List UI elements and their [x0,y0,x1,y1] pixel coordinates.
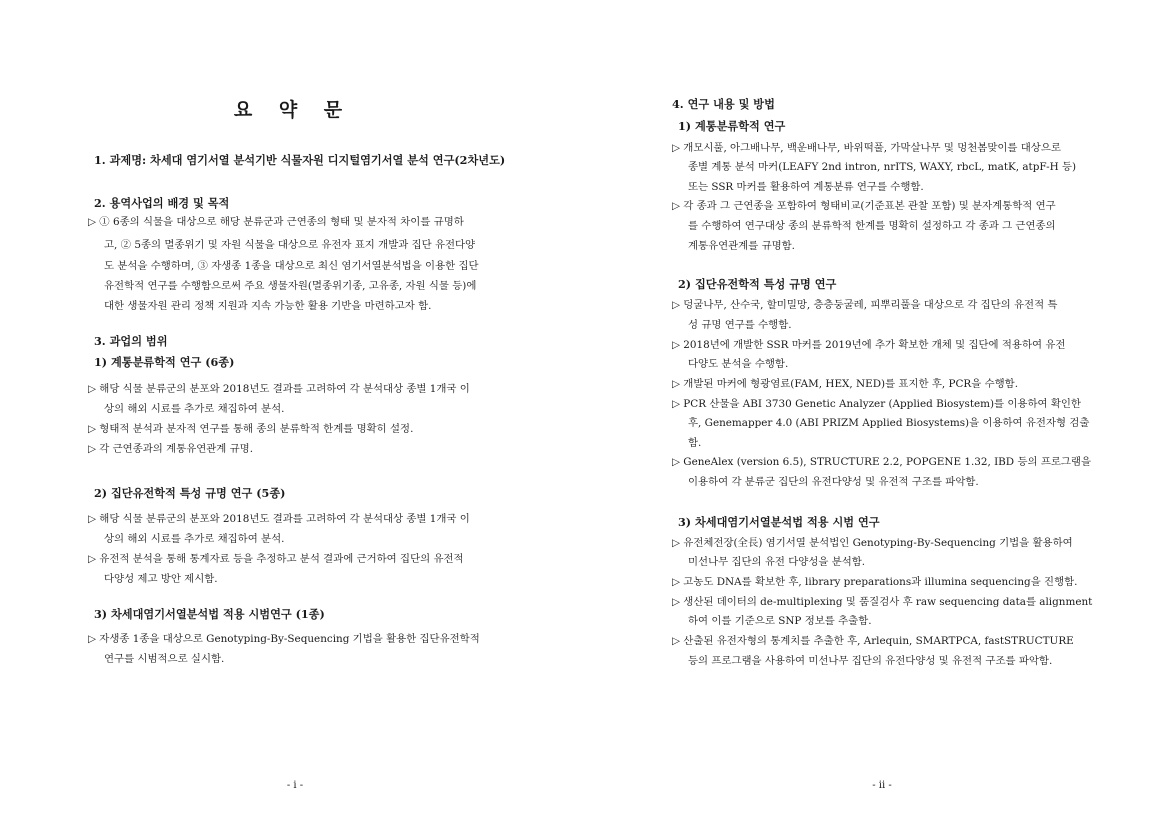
text-line: ▷ 형태적 분석과 분자적 연구를 통해 종의 분류학적 한계를 명확히 설정. [88,423,414,435]
text-line: ▷ 유전체전장(全長) 염기서열 분석법인 Genotyping-By-Sequencing 기법을 활용하여 [672,537,1073,549]
text-line: 연구를 시범적으로 실시함. [104,653,225,665]
text-line: ▷ 해당 식물 분류군의 분포와 2018년도 결과를 고려하여 각 분석대상 종별 1개국 이 [88,383,470,395]
text-line: 유전학적 연구를 수행함으로써 주요 생물자원(멸종위기종, 고유종, 자원 식물 등)에 [104,280,477,292]
subsection-heading: 1) 계통분류학적 연구 [678,119,786,133]
page-number: - i - [286,780,304,791]
text-line: ▷ 개발된 마커에 형광염료(FAM, HEX, NED)를 표지한 후, PCR을 수행함. [672,378,1019,390]
text-line: 미선나무 집단의 유전 다양성을 분석함. [688,556,866,568]
text-line: 함. [688,437,702,449]
text-line: ▷ 각 종과 그 근연종을 포함하여 형태비교(기준표본 관찰 포함) 및 분자계통학적 연구 [672,200,1056,212]
text-line: ▷ 산출된 유전자형의 통계치를 추출한 후, Arlequin, SMARTPCA, fastSTRUCTURE [672,635,1074,647]
text-line: 이용하여 각 분류군 집단의 유전다양성 및 유전적 구조를 파악함. [688,476,979,488]
page-title: 요 약 문 [233,99,353,121]
subsection-heading: 3) 차세대염기서열분석법 적용 시범연구 (1종) [94,607,325,621]
subsection-heading: 3) 차세대염기서열분석법 적용 시범 연구 [678,515,880,529]
section-2-heading: 2. 용역사업의 배경 및 목적 [94,196,230,210]
text-line: ▷ GeneAlex (version 6.5), STRUCTURE 2.2, POPGENE 1.32, IBD 등의 프로그램을 [672,456,1092,468]
text-line: ▷ 각 근연종과의 계통유연관계 규명. [88,443,254,455]
text-line: ▷ 고농도 DNA를 확보한 후, library preparations과 illumina sequencing을 진행함. [672,576,1078,588]
text-line: 다양도 분석을 수행함. [688,358,789,370]
left-page [0,0,586,830]
right-page [586,0,1173,830]
text-line: ▷ 자생종 1종을 대상으로 Genotyping-By-Sequencing 기법을 활용한 집단유전학적 [88,633,480,645]
section-1-heading: 1. 과제명: 차세대 염기서열 분석기반 식물자원 디지털염기서열 분석 연구(2차년도) [94,153,506,167]
text-line: 대한 생물자원 관리 정책 지원과 지속 가능한 활용 기반을 마련하고자 함. [104,300,432,312]
text-line: ▷ 해당 식물 분류군의 분포와 2018년도 결과를 고려하여 각 분석대상 종별 1개국 이 [88,513,470,525]
text-line: 를 수행하여 연구대상 종의 분류학적 한계를 명확히 설정하고 각 종과 그 근연종의 [688,220,1056,232]
section-3-heading: 3. 과업의 범위 [94,334,168,348]
text-line: 도 분석을 수행하며, ③ 자생종 1종을 대상으로 최신 염기서열분석법을 이용한 집단 [104,260,479,272]
section-4-heading: 4. 연구 내용 및 방법 [672,97,775,111]
subsection-heading: 1) 계통분류학적 연구 (6종) [94,355,235,369]
text-line: ▷ ① 6종의 식물을 대상으로 해당 분류군과 근연종의 형태 및 분자적 차이를 규명하 [88,216,464,228]
text-line: 성 규명 연구를 수행함. [688,319,792,331]
page-number: - ii - [872,780,892,791]
text-line: ▷ PCR 산물을 ABI 3730 Genetic Analyzer (Applied Biosystem)를 이용하여 확인한 [672,398,1081,410]
subsection-heading: 2) 집단유전학적 특성 규명 연구 [678,277,837,291]
subsection-heading: 2) 집단유전학적 특성 규명 연구 (5종) [94,486,286,500]
text-line: ▷ 2018년에 개발한 SSR 마커를 2019년에 추가 확보한 개체 및 집단에 적용하여 유전 [672,339,1066,351]
text-line: 다양성 제고 방안 제시함. [104,573,218,585]
text-line: 또는 SSR 마커를 활용하여 계통분류 연구를 수행함. [688,181,924,193]
text-line: 후, Genemapper 4.0 (ABI PRIZM Applied Biosystems)을 이용하여 유전자형 검출 [688,417,1090,429]
text-line: ▷ 유전적 분석을 통해 통계자료 등을 추정하고 분석 결과에 근거하여 집단의 유전적 [88,553,464,565]
text-line: 종별 계통 분석 마커(LEAFY 2nd intron, nrITS, WAXY, rbcL, matK, atpF-H 등) [688,161,1077,173]
text-line: 상의 해외 시료를 추가로 채집하여 분석. [104,533,285,545]
text-line: ▷ 덩굴나무, 산수국, 할미밀망, 층층둥굴레, 피뿌리풀을 대상으로 각 집단의 유전적 특 [672,299,1058,311]
text-line: ▷ 생산된 데이터의 de-multiplexing 및 품질검사 후 raw sequencing data를 alignment [672,596,1093,608]
text-line: 하여 이를 기준으로 SNP 정보를 추출함. [688,615,872,627]
text-line: 계통유연관계를 규명함. [688,240,795,252]
text-line: ▷ 개모시풀, 아그배나무, 백운배나무, 바위떡풀, 가막살나무 및 멍천봄맞이를 대상으로 [672,142,1061,154]
text-line: 상의 해외 시료를 추가로 채집하여 분석. [104,403,285,415]
text-line: 고, ② 5종의 멸종위기 및 자원 식물을 대상으로 유전자 표지 개발과 집단 유전다양 [104,239,476,251]
text-line: 등의 프로그램을 사용하여 미선나무 집단의 유전다양성 및 유전적 구조를 파악함. [688,655,1053,667]
